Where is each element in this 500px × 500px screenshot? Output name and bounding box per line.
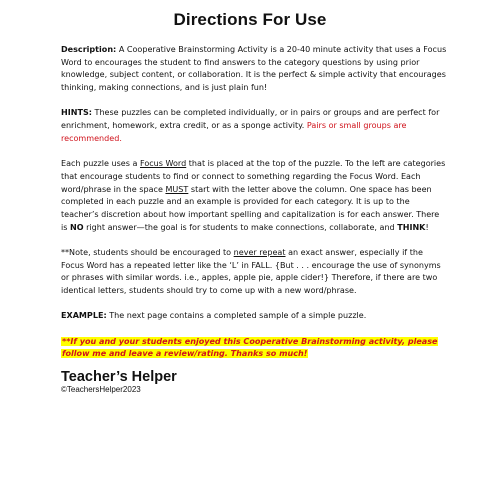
- focus-text-1: Each puzzle uses a: [61, 159, 140, 169]
- copyright-notice: ©TeachersHelper2023: [61, 385, 141, 395]
- hints-recommendation: Pairs or small groups are recommended.: [61, 121, 407, 143]
- example-text: The next page contains a completed sample of a simple puzzle.: [106, 311, 367, 321]
- hints-paragraph: [61, 107, 447, 145]
- note-text-1: **Note, students should be encouraged to: [61, 247, 234, 257]
- description-label: Description:: [61, 45, 117, 54]
- think-emphasis: THINK: [397, 222, 426, 232]
- directions-content: [61, 44, 447, 395]
- focus-text-5: !: [425, 222, 429, 232]
- review-request-text: **If you and your students enjoyed this Cooperative Brainstorming activity, please follow me and leave a review/rating. Thanks so much!: [62, 336, 438, 359]
- description-text: A Cooperative Brainstorming Activity is a 20-40 minute activity that uses a Focus Word to encourages the student to find answers to the category questions by using prior knowledge, subject content, or collaboration. It is the perfect & simple activity that encourages thinking, making connections, and is just plain fun!: [61, 45, 447, 93]
- no-emphasis: NO: [70, 222, 84, 232]
- focus-text-2: that is placed at the top of the puzzle. To the left are categories that encourage students to find or connect to something regarding the Focus Word. Each word/phrase in the space: [61, 159, 446, 194]
- focus-word-paragraph: [61, 158, 447, 234]
- example-paragraph: [61, 310, 447, 323]
- hints-text: These puzzles can be completed individually, or in pairs or groups and are perfect for enrichment, homework, extra credit, or as a sponge activity.: [61, 108, 440, 131]
- focus-word-term: Focus Word: [139, 159, 187, 169]
- example-label: EXAMPLE:: [61, 311, 107, 321]
- note-paragraph: [61, 247, 447, 298]
- description-paragraph: [61, 44, 447, 95]
- hints-label: HINTS:: [61, 108, 92, 118]
- page-title: Directions For Use: [173, 10, 327, 29]
- review-request: [61, 336, 447, 361]
- focus-text-3: start with the letter above the column. One space has been completed in each puzzle and an example is provided for each category. It is up to the teacher’s discretion about how important spelling and capitalization is for each answer. There is: [61, 184, 440, 232]
- must-emphasis: MUST: [165, 184, 189, 194]
- brand-name: Teacher’s Helper: [61, 369, 177, 386]
- note-text-2: an exact answer, especially if the Focus Word has a repeated letter like the ‘L’ in FALL. {But . . . encourage the use of synonyms or phrases with similar words. i.e., apples, apple pie, apple cider!} Therefore, if there are two identical letters, students should try to come up with a new word/phrase.: [61, 247, 441, 296]
- never-repeat-emphasis: never repeat: [233, 247, 286, 257]
- focus-text-4: right answer—the goal is for students to make connections, collaborate, and: [83, 222, 398, 232]
